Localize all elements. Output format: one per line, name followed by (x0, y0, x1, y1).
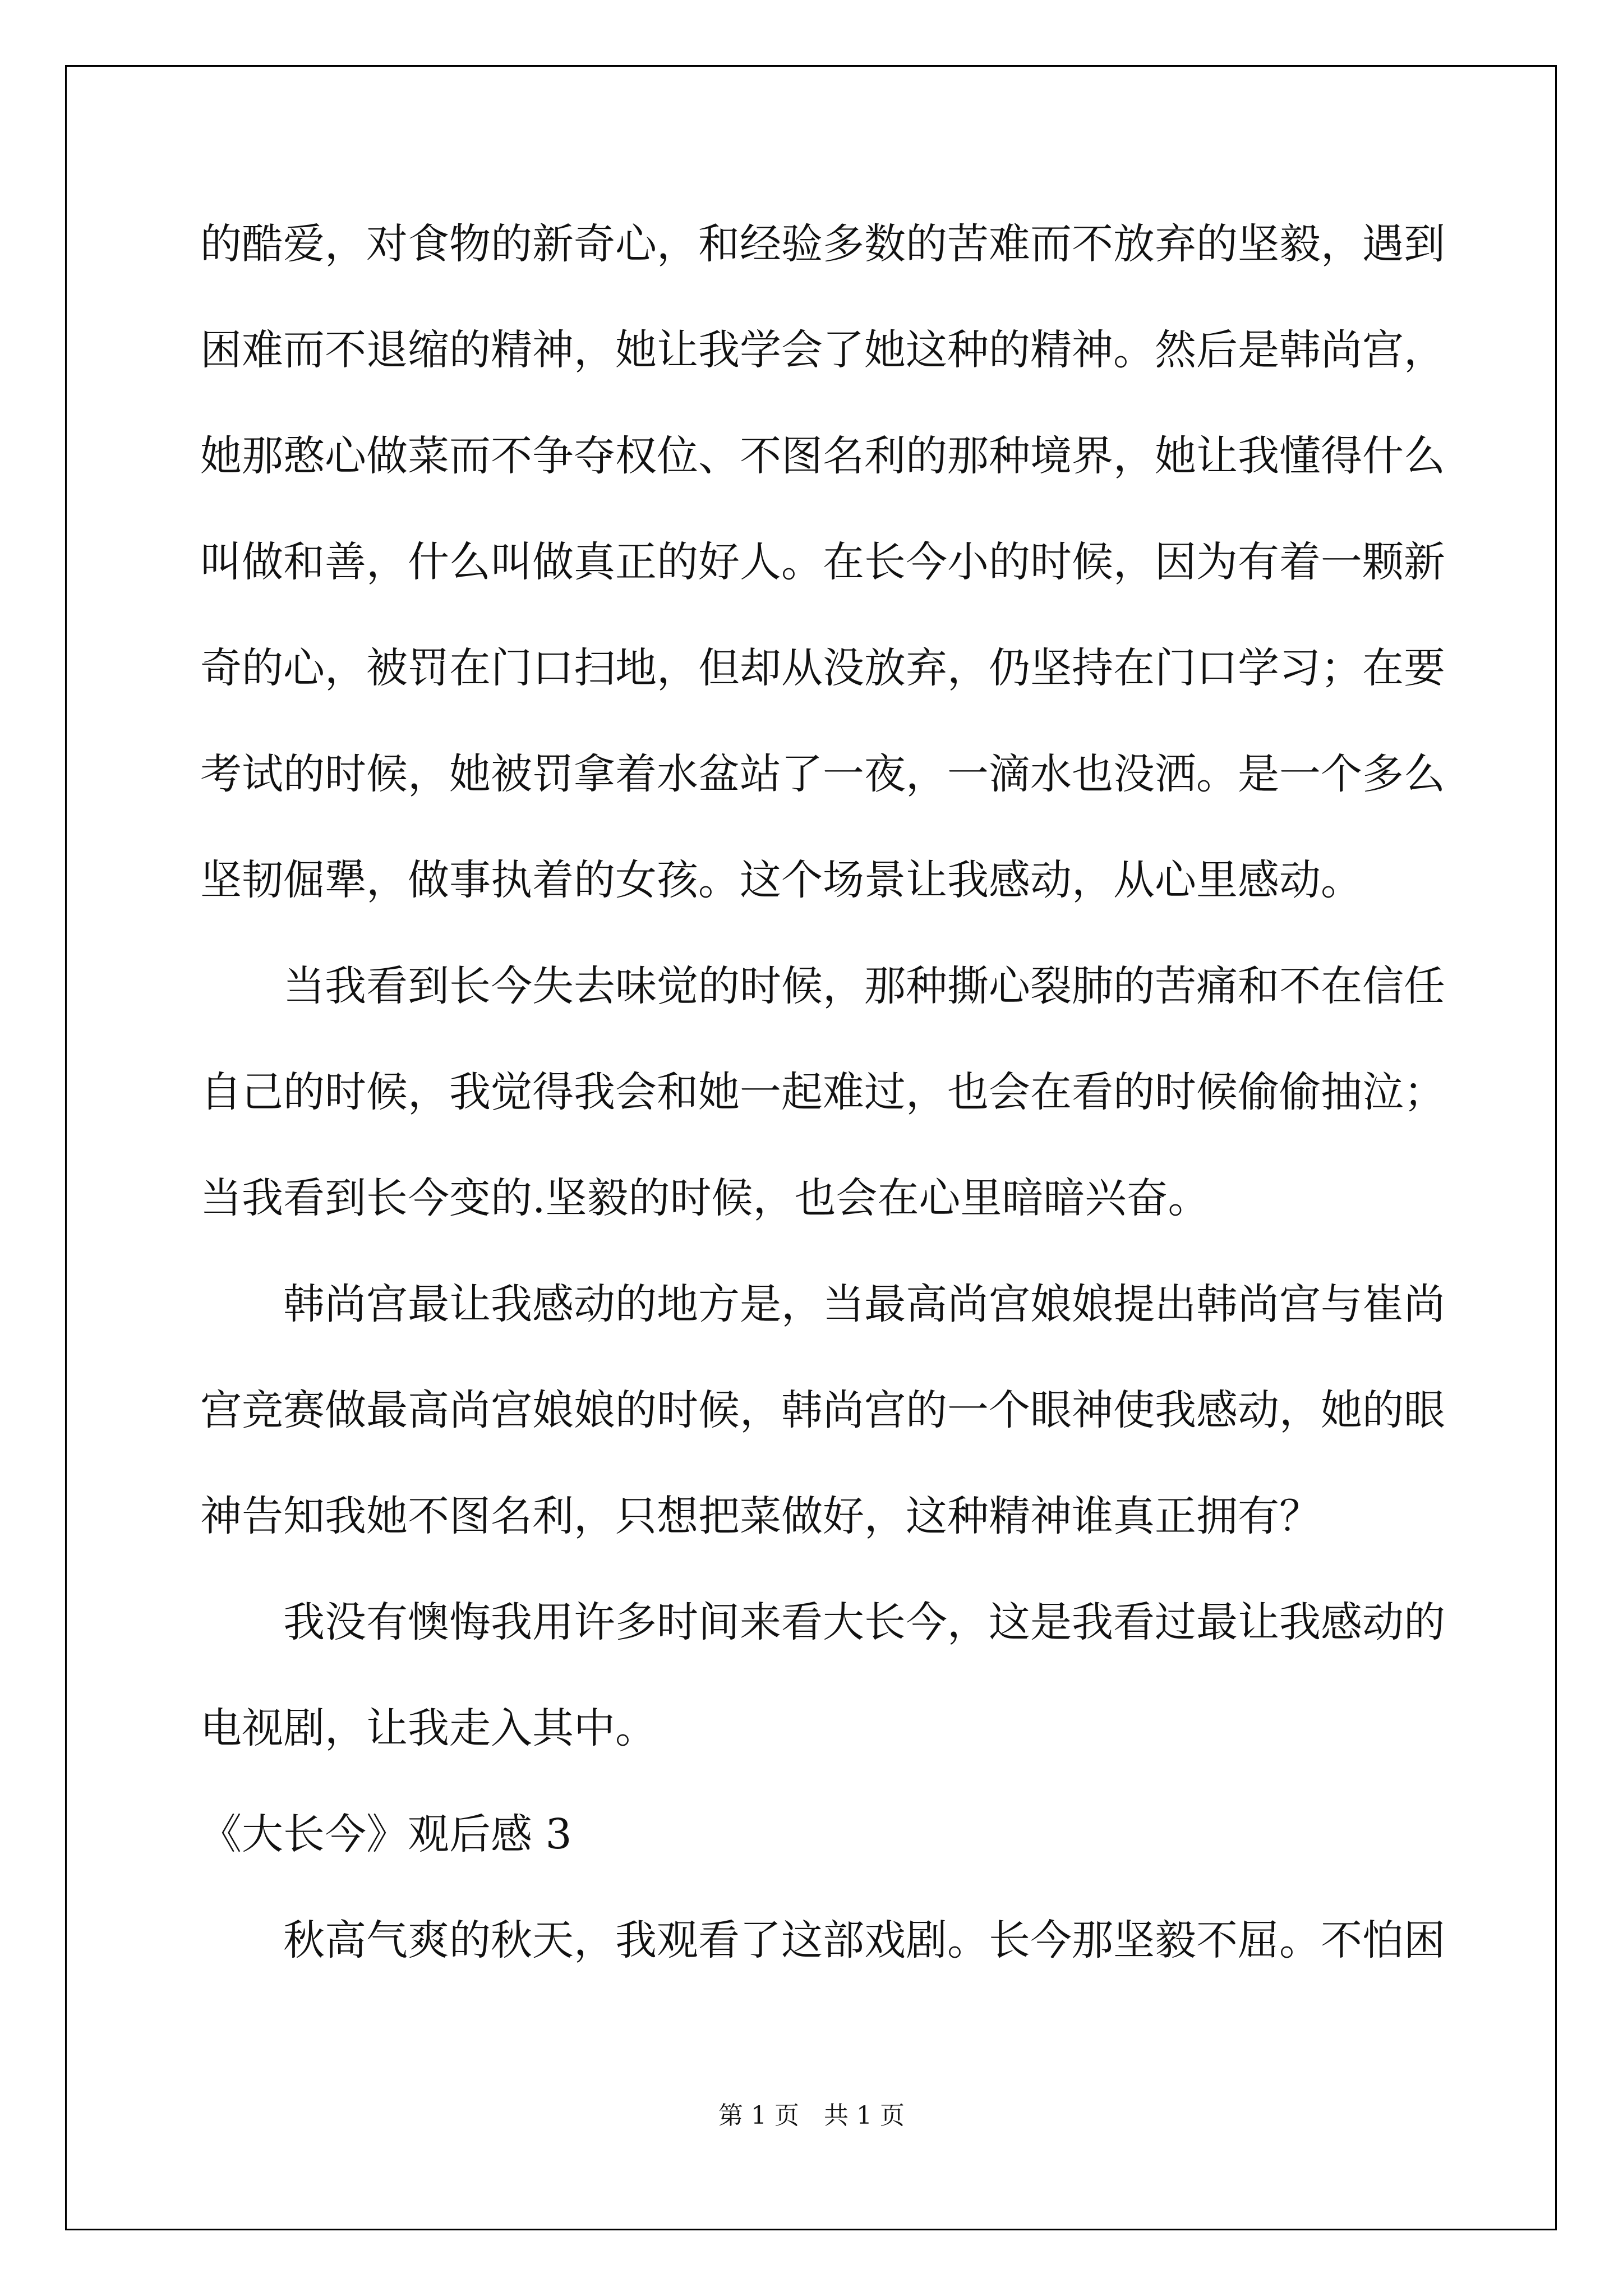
section-heading: 《大长今》观后感 3 (200, 1810, 572, 1858)
paragraph-start-line: 当我看到长今失去味觉的时候，那种撕心裂肺的苦痛和不在信任 (283, 962, 1445, 1010)
document-body (200, 219, 1445, 2021)
text-line: 的酷爱，对食物的新奇心，和经验多数的苦难而不放弃的坚毅，遇到 (200, 220, 1445, 268)
page-footer: 第 1 页 共 1 页 (718, 2101, 905, 2130)
text-line: 宫竞赛做最高尚宫娘娘的时候，韩尚宫的一个眼神使我感动，她的眼 (200, 1386, 1445, 1434)
text-line: 当我看到长今变的.坚毅的时候，也会在心里暗暗兴奋。 (200, 1174, 1210, 1222)
text-line: 自己的时候，我觉得我会和她一起难过，也会在看的时候偷偷抽泣； (200, 1068, 1445, 1116)
paragraph-start-line: 秋高气爽的秋天，我观看了这部戏剧。长今那坚毅不屈。不怕困 (283, 1916, 1445, 1964)
text-line: 坚韧倔犟，做事执着的女孩。这个场景让我感动，从心里感动。 (200, 856, 1362, 904)
text-line: 神告知我她不图名利，只想把菜做好，这种精神谁真正拥有？ (200, 1492, 1321, 1540)
paragraph-start-line: 我没有懊悔我用许多时间来看大长今，这是我看过最让我感动的 (283, 1598, 1445, 1646)
paragraph-start-line: 韩尚宫最让我感动的地方是，当最高尚宫娘娘提出韩尚宫与崔尚 (283, 1280, 1445, 1328)
text-line: 考试的时候，她被罚拿着水盆站了一夜，一滴水也没洒。是一个多么 (200, 750, 1445, 798)
text-line: 奇的心，被罚在门口扫地，但却从没放弃，仍坚持在门口学习；在要 (200, 644, 1445, 692)
text-line: 困难而不退缩的精神，她让我学会了她这种的精神。然后是韩尚宫， (200, 326, 1445, 374)
text-line: 她那憨心做菜而不争夺权位、不图名利的那种境界，她让我懂得什么 (200, 432, 1445, 480)
text-line: 叫做和善，什么叫做真正的好人。在长今小的时候，因为有着一颗新 (200, 538, 1445, 586)
text-line: 电视剧，让我走入其中。 (200, 1704, 657, 1752)
